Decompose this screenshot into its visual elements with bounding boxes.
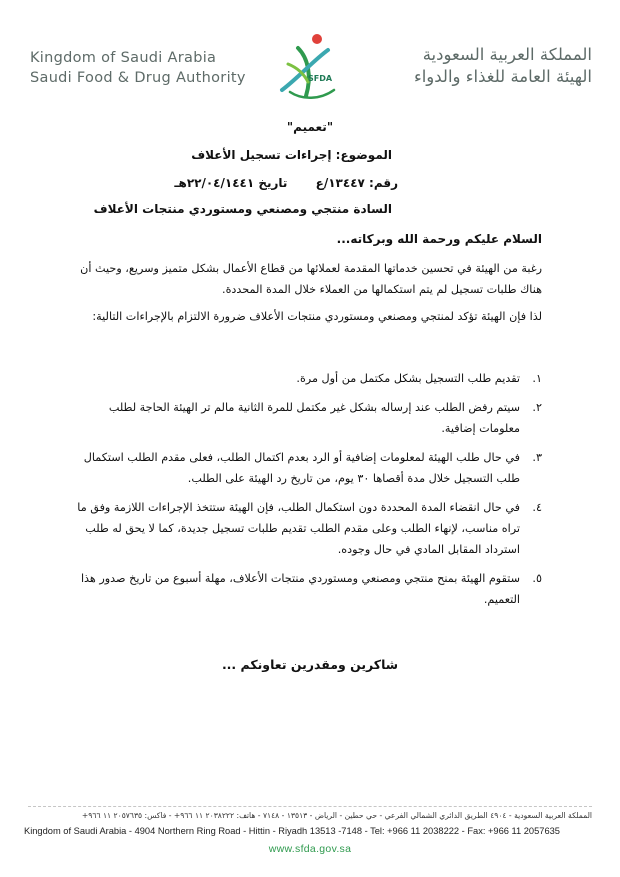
footer-divider — [28, 806, 592, 807]
list-item — [74, 368, 542, 389]
subject-line: الموضوع: إجراءات تسجيل الأعلاف — [191, 148, 392, 162]
list-item-text: تقديم طلب التسجيل بشكل مكتمل من أول مرة. — [296, 372, 520, 385]
reference-line — [174, 176, 398, 190]
sfda-logo-icon — [268, 30, 352, 106]
circular-title: "تعميم" — [286, 120, 334, 134]
letterhead-arabic — [372, 44, 592, 88]
list-item-number: ٢. — [532, 401, 542, 414]
paragraph-requirements: لذا فإن الهيئة تؤكد لمنتجي ومصنعي ومستوردي منتجات الأعلاف ضرورة الالتزام بالإجراءات التالية: — [92, 310, 542, 323]
list-item-text: في حال طلب الهيئة لمعلومات إضافية أو الرد بعدم اكتمال الطلب، فعلى مقدم الطلب استكمال طلب التسجيل خلال مدة أقصاها ٣٠ يوم، من تاريخ رد الهيئة على الطلب. — [83, 451, 520, 485]
letterhead-english-line-1: Kingdom of Saudi Arabia — [30, 50, 217, 66]
letterhead-arabic-line-2: الهيئة العامة للغذاء والدواء — [413, 67, 592, 86]
addressee: السادة منتجي ومصنعي ومستوردي منتجات الأعلاف — [93, 202, 392, 216]
list-item-number: ٣. — [532, 451, 542, 464]
reference-date: تاريخ ٢٢/٠٤/١٤٤١هـ — [174, 176, 288, 190]
list-item — [74, 447, 542, 489]
logo-text: SFDA — [308, 74, 333, 83]
list-item — [74, 497, 542, 560]
list-item-text: سيتم رفض الطلب عند إرساله بشكل غير مكتمل للمرة الثانية مالم تر الهيئة الحاجة لطلب معلومات إضافية. — [108, 401, 520, 435]
list-item-text: في حال انقضاء المدة المحددة دون استكمال الطلب، فإن الهيئة ستتخذ الإجراءات اللازمة وفق ما تراه مناسب، لإنهاء الطلب وعلى مقدم الطلب تقديم طلبات تسجيل جديدة، كما لا يحق له طلب استرداد المقابل المادي في حال وجوده. — [77, 501, 520, 556]
letterhead-english-line-2: Saudi Food & Drug Authority — [30, 70, 246, 86]
closing-line: شاكرين ومقدرين تعاونكم ... — [221, 657, 399, 672]
list-item — [74, 568, 542, 610]
list-item — [74, 397, 542, 439]
reference-number: رقم: ١٣٤٤٧/ع — [315, 176, 398, 190]
footer-website-link[interactable]: www.sfda.gov.sa — [268, 843, 352, 855]
list-item-number: ١. — [532, 372, 542, 385]
paragraph-intro: رغبة من الهيئة في تحسين خدماتها المقدمة لعملائها من قطاع الأعمال بشكل متميز وسريع، وحيث أن هناك طلبات تسجيل لم يتم استكمالها من العملاء خلال المدة المحددة. — [80, 262, 542, 296]
list-item-text: ستقوم الهيئة بمنح منتجي ومصنعي ومستوردي منتجات الأعلاف، مهلة أسبوع من تاريخ صدور هذا التعميم. — [80, 572, 520, 606]
list-item-number: ٥. — [532, 572, 542, 585]
footer-english-address: Kingdom of Saudi Arabia - 4904 Northern Ring Road - Hittin - Riyadh 13513 -7148 - Tel: +966 11 2038222 - Fax: +966 11 2057635 — [24, 826, 560, 836]
procedures-list — [74, 368, 542, 618]
letterhead-arabic-line-1: المملكة العربية السعودية — [422, 45, 592, 64]
footer-arabic-address: المملكة العربية السعودية - ٤٩٠٤ الطريق الدائري الشمالي الفرعي - حي حطين - الرياض - ١٣٥١٣ - ٧١٤٨ - هاتف: ٢٠٣٨٢٢٢ ١١ ٩٦٦+ - فاكس: ٢٠٥٧٦٣٥ ١١ ٩٦٦+ — [81, 811, 592, 820]
list-item-number: ٤. — [532, 501, 542, 514]
letterhead-english — [30, 48, 250, 88]
greeting: السلام عليكم ورحمة الله وبركاته... — [336, 232, 542, 246]
